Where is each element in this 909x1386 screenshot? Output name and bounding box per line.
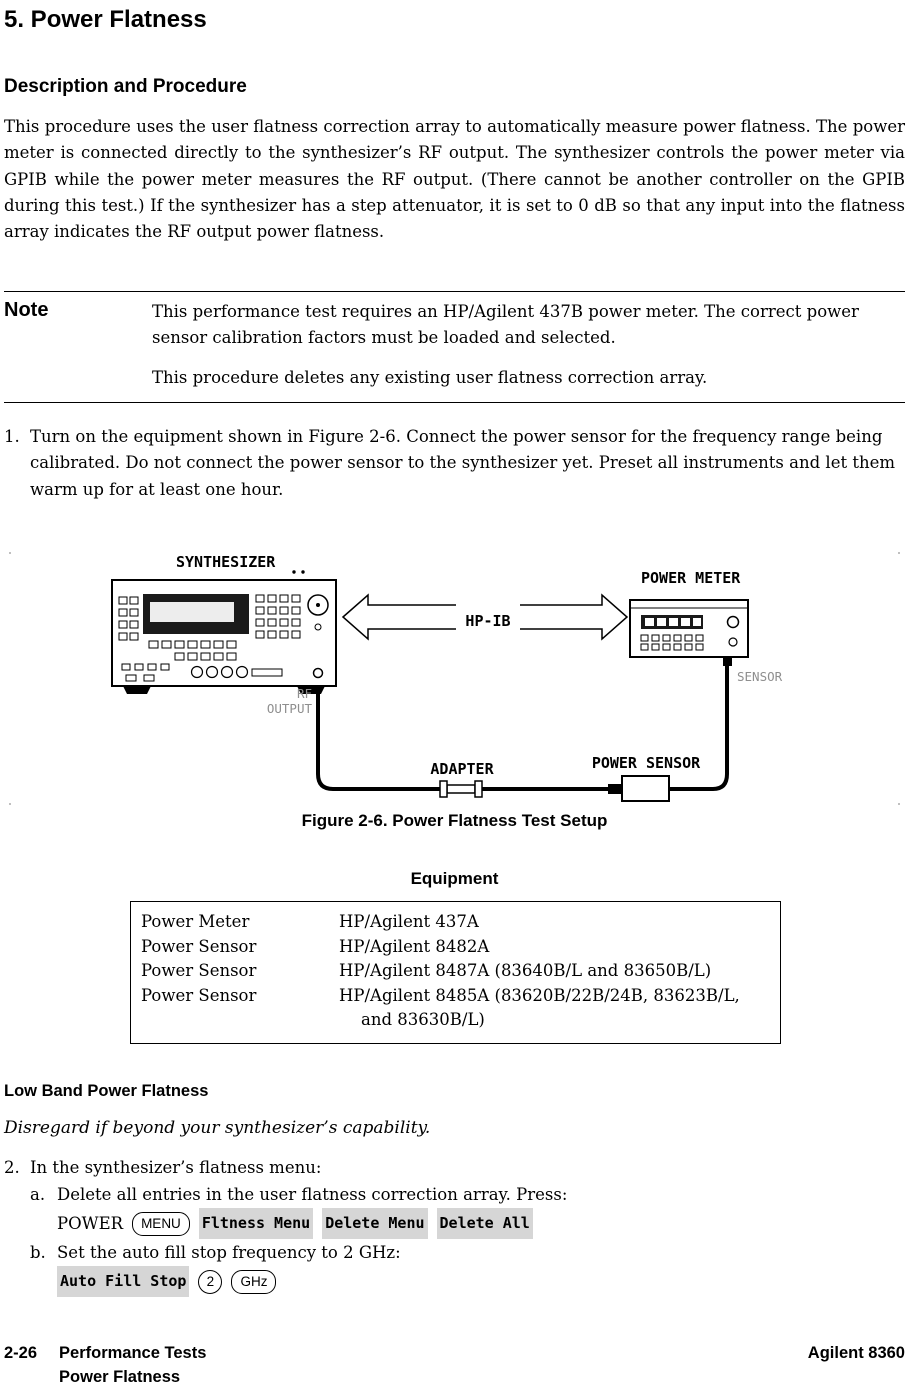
section-heading: Description and Procedure bbox=[4, 76, 247, 97]
footer-page-number: 2-26 bbox=[4, 1344, 38, 1362]
footer-product: Agilent 8360 bbox=[807, 1344, 905, 1362]
rf-output-label-line2: OUTPUT bbox=[266, 701, 312, 716]
table-row bbox=[131, 959, 780, 984]
sensor-label: SENSOR bbox=[737, 669, 783, 684]
figure-caption: Figure 2-6. Power Flatness Test Setup bbox=[301, 811, 608, 830]
note-paragraph-1: This performance test requires an HP/Agilent 437B power meter. The correct power sensor calibration factors must be loaded and selected. bbox=[152, 302, 859, 348]
equipment-model-cell bbox=[339, 984, 740, 1033]
page-footer bbox=[4, 1344, 905, 1386]
step-2 bbox=[4, 1154, 902, 1297]
adapter-label: ADAPTER bbox=[430, 760, 494, 778]
hpib-arrow bbox=[343, 595, 627, 639]
menu-key: MENU bbox=[132, 1212, 190, 1236]
step-2a bbox=[30, 1181, 902, 1208]
softkey-auto-fill-stop: Auto Fill Stop bbox=[57, 1266, 189, 1297]
equipment-item-cell: Power Meter bbox=[141, 912, 250, 931]
step-1 bbox=[4, 424, 902, 503]
note-body bbox=[152, 299, 905, 391]
equipment-model-cell: HP/Agilent 8482A bbox=[339, 936, 490, 956]
sensor-connector bbox=[723, 657, 732, 666]
step-2a-keys bbox=[30, 1208, 902, 1239]
footer-subsection: Power Flatness bbox=[59, 1368, 181, 1386]
step-2b bbox=[30, 1239, 902, 1266]
table-row bbox=[131, 935, 780, 960]
equipment-table bbox=[130, 901, 781, 1044]
equipment-model-cell: HP/Agilent 437A bbox=[339, 912, 479, 931]
step-2a-text: Delete all entries in the user flatness correction array. Press: bbox=[57, 1185, 568, 1204]
synthesizer-label: SYNTHESIZER bbox=[176, 553, 276, 571]
table-row bbox=[131, 984, 780, 1033]
equipment-model-continuation: and 83630B/L) bbox=[361, 1010, 485, 1029]
equipment-item-cell: Power Sensor bbox=[141, 961, 257, 980]
rf-output-connector bbox=[314, 669, 323, 678]
step-2b-number: b. bbox=[30, 1243, 46, 1262]
equipment-item-cell: Power Sensor bbox=[141, 985, 257, 1005]
equipment-model-cell: HP/Agilent 8487A (83640B/L and 83650B/L) bbox=[339, 961, 712, 980]
step-1-number: 1. bbox=[4, 427, 20, 446]
ghz-key: GHz bbox=[231, 1270, 276, 1294]
adapter-symbol bbox=[440, 781, 482, 797]
step-2-number: 2. bbox=[4, 1158, 20, 1177]
step-2b-text: Set the auto fill stop frequency to 2 GHz: bbox=[57, 1243, 401, 1262]
equipment-title: Equipment bbox=[410, 869, 499, 888]
softkey-delete-menu: Delete Menu bbox=[322, 1208, 427, 1239]
equipment-model-line: HP/Agilent 8485A (83620B/22B/24B, 83623B/L, bbox=[339, 985, 740, 1005]
figure-diagram bbox=[4, 545, 905, 813]
rf-output-label-line1: RF bbox=[296, 686, 312, 701]
intro-paragraph: This procedure uses the user flatness correction array to automatically measure power flatness. The power meter is connected directly to the synthesizer’s RF output. The synthesizer controls the power meter via GPIB while the power meter measures the RF output. (There cannot be another controller on the GPIB during this test.) If the synthesizer has a step attenuator, it is set to 0 dB so that any input into the flatness array indicates the RF output power flatness. bbox=[4, 117, 905, 242]
step-2b-keys bbox=[30, 1266, 902, 1297]
synthesizer-drawing bbox=[112, 570, 336, 694]
power-meter-drawing bbox=[630, 600, 748, 666]
lowband-italic-note: Disregard if beyond your synthesizer’s capability. bbox=[4, 1118, 431, 1138]
equipment-item-cell: Power Sensor bbox=[141, 936, 257, 956]
hpib-label: HP-IB bbox=[465, 612, 511, 630]
page-title: 5. Power Flatness bbox=[4, 6, 207, 33]
step-2-text: In the synthesizer’s flatness menu: bbox=[30, 1158, 322, 1177]
power-hardkey-label: POWER bbox=[57, 1214, 124, 1233]
step-1-text: Turn on the equipment shown in Figure 2-6. Connect the power sensor for the frequency range being calibrated. Do not connect the power sensor to the synthesizer yet. Preset all instruments and let them warm up for at least one hour. bbox=[30, 427, 896, 499]
table-row bbox=[131, 910, 780, 935]
note-label: Note bbox=[4, 299, 49, 321]
power-meter-label: POWER METER bbox=[641, 569, 741, 587]
softkey-delete-all: Delete All bbox=[437, 1208, 533, 1239]
note-paragraph-2: This procedure deletes any existing user flatness correction array. bbox=[152, 367, 708, 387]
note-rule-top bbox=[4, 291, 905, 292]
digit-2-key: 2 bbox=[198, 1270, 222, 1294]
softkey-fltness-menu: Fltness Menu bbox=[199, 1208, 313, 1239]
power-sensor-label: POWER SENSOR bbox=[591, 754, 701, 772]
note-rule-bottom bbox=[4, 402, 905, 403]
lowband-heading: Low Band Power Flatness bbox=[4, 1082, 209, 1100]
power-sensor-symbol bbox=[608, 776, 669, 801]
footer-section: Performance Tests bbox=[59, 1344, 207, 1362]
step-2a-number: a. bbox=[30, 1185, 46, 1204]
